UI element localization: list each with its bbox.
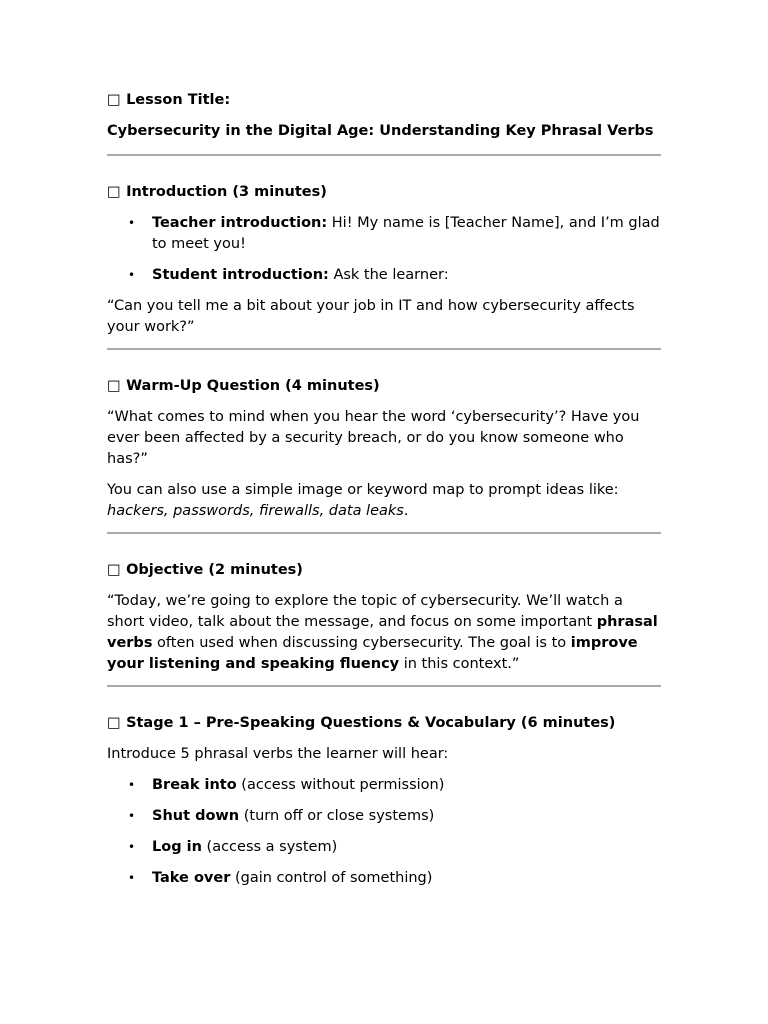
phrasal-verb: Shut down [152,808,240,824]
objective-text: “Today, we’re going to explore the topic of cybersecurity. We’ll watch a short video, talk about the message, and focus on some important [107,593,623,630]
introduction-quote: “Can you tell me a bit about your job in IT and how cybersecurity affects your work?” [107,298,635,335]
list-item [152,775,661,796]
phrasal-verb-meaning: (gain control of something) [230,870,433,886]
objective-bold: phrasal verbs [107,614,658,651]
objective-heading-text: Objective (2 minutes) [126,562,303,578]
lesson-title: Cybersecurity in the Digital Age: Understanding Key Phrasal Verbs [107,123,654,139]
stage1-heading-text: Stage 1 – Pre-Speaking Questions & Vocabulary (6 minutes) [126,715,616,731]
list-item-text: Ask the learner: [328,267,449,283]
objective-paragraph [107,591,661,675]
warmup-quote: “What comes to mind when you hear the word ‘cybersecurity’? Have you ever been affected by a security breach, or do you know someone who has?” [107,409,640,467]
phrasal-verb-list [107,775,661,889]
placeholder-icon: □ [107,184,121,200]
document-page [107,0,661,889]
section-divider [107,154,661,156]
warmup-prompt [107,480,661,522]
phrasal-verb: Break into [152,777,237,793]
warmup-heading [107,376,661,397]
placeholder-icon: □ [107,92,121,108]
warmup-prompt-text: You can also use a simple image or keyword map to prompt ideas like: [107,482,619,498]
list-item-bold: Student introduction: [152,267,329,283]
objective-text: often used when discussing cybersecurity. The goal is to [152,635,571,651]
warmup-prompt-end: . [403,503,409,519]
lesson-title-heading [107,90,661,111]
phrasal-verb: Log in [152,839,202,855]
phrasal-verb-meaning: (access a system) [201,839,338,855]
phrasal-verb-meaning: (turn off or close systems) [239,808,435,824]
list-item [152,806,661,827]
warmup-prompt-keywords: hackers, passwords, firewalls, data leaks [107,503,404,519]
introduction-list [107,213,661,286]
introduction-heading-text: Introduction (3 minutes) [126,184,327,200]
list-item [152,265,661,286]
list-item [152,868,661,889]
placeholder-icon: □ [107,562,121,578]
phrasal-verb: Take over [152,870,231,886]
stage1-intro: Introduce 5 phrasal verbs the learner will hear: [107,746,449,762]
stage1-heading [107,713,661,734]
phrasal-verb-meaning: (access without permission) [236,777,445,793]
list-item-text: Hi! My name is [Teacher Name], and I’m glad to meet you! [152,215,660,252]
objective-heading [107,560,661,581]
section-divider [107,348,661,350]
section-divider [107,685,661,687]
placeholder-icon: □ [107,715,121,731]
objective-bold: improve your listening and speaking fluency [107,635,638,672]
lesson-title-label: Lesson Title: [126,92,231,108]
introduction-heading [107,182,661,203]
placeholder-icon: □ [107,378,121,394]
section-divider [107,532,661,534]
list-item [152,213,661,255]
objective-text: in this context.” [399,656,520,672]
list-item-bold: Teacher introduction: [152,215,328,231]
warmup-heading-text: Warm-Up Question (4 minutes) [126,378,380,394]
list-item [152,837,661,858]
